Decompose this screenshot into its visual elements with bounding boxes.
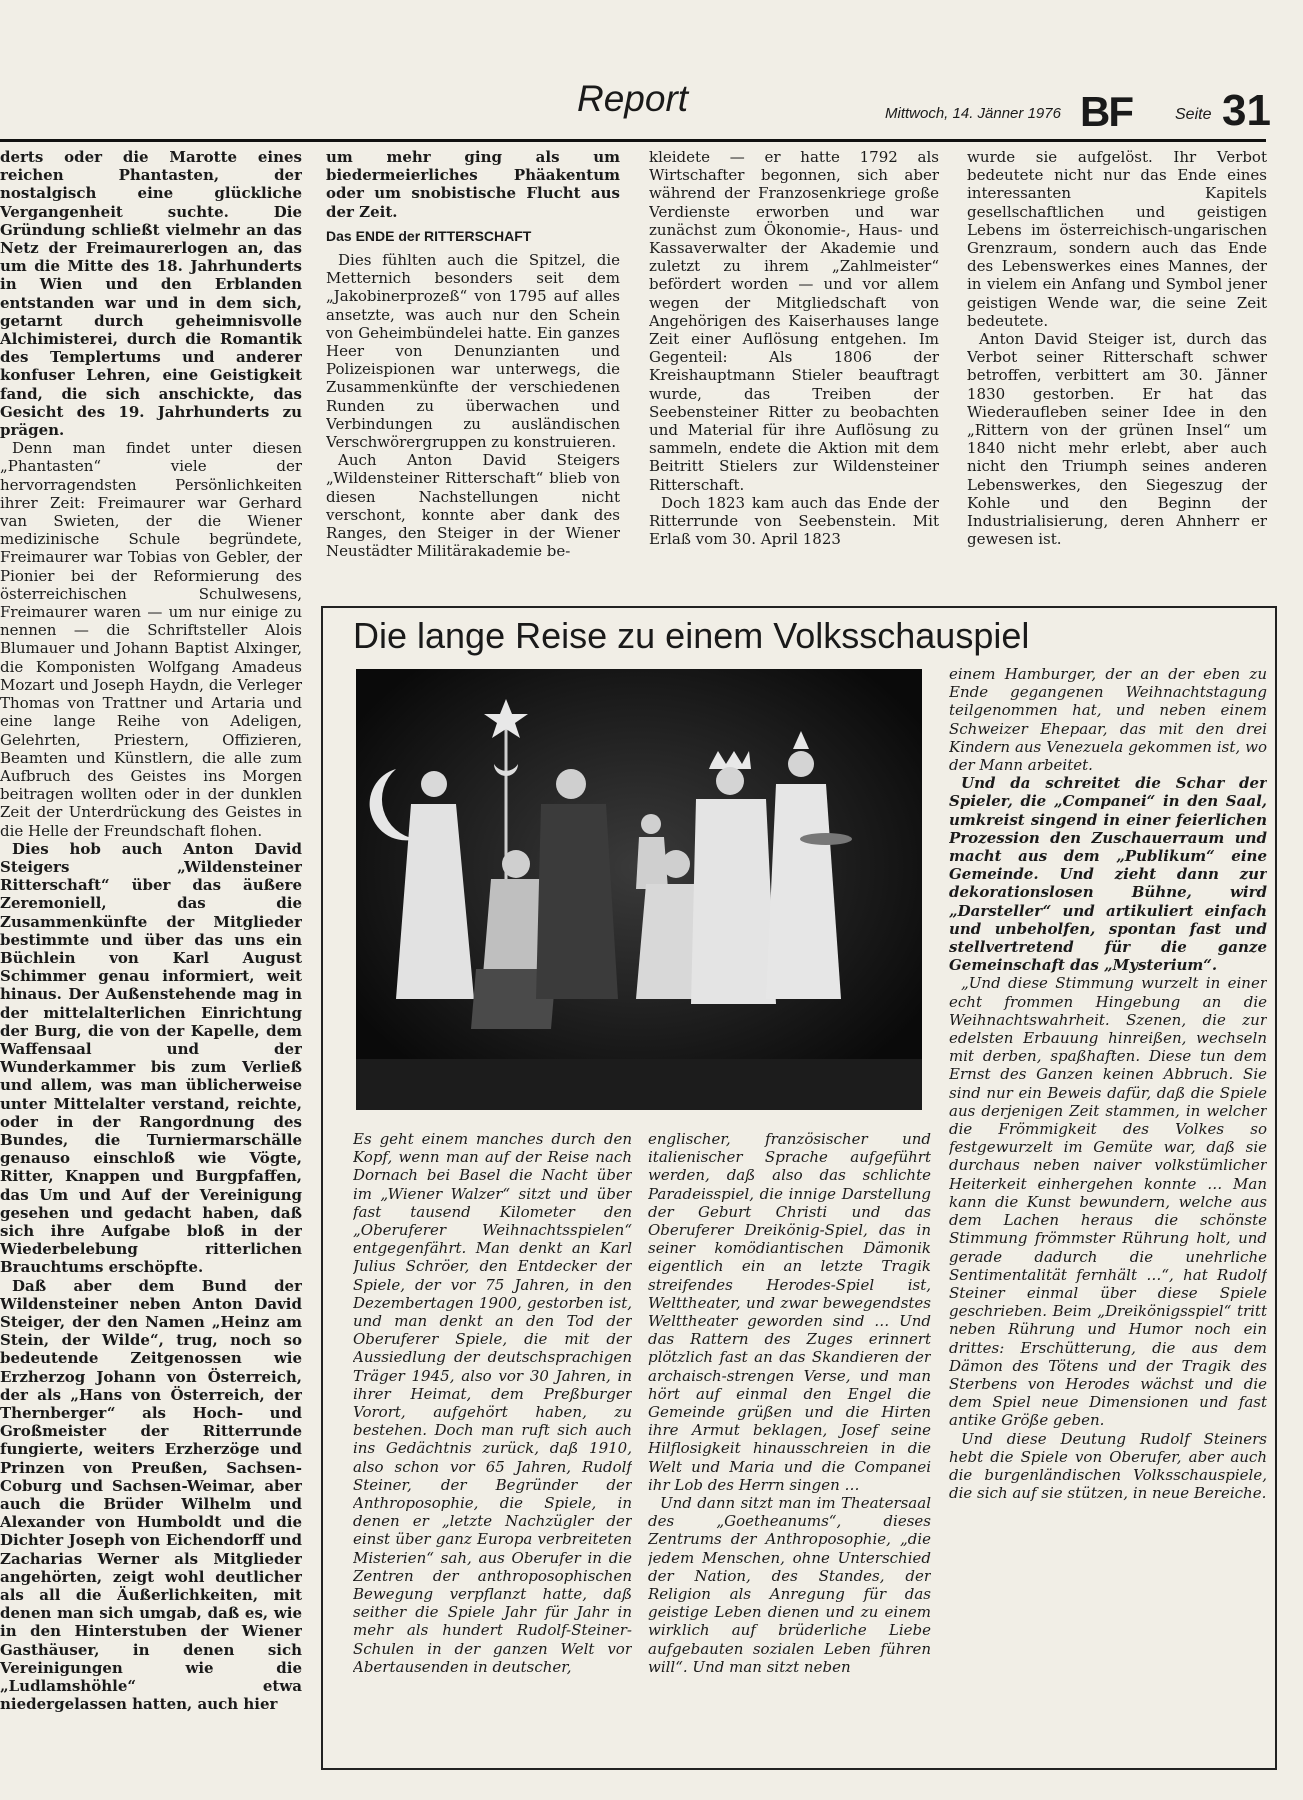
issue-date: Mittwoch, 14. Jänner 1976: [885, 105, 1061, 122]
page-number: 31: [1222, 86, 1271, 135]
feature-column-1: [353, 1130, 632, 1760]
paragraph: Und dann sitzt man im Theatersaal des „Goetheanums“, dieses Zentrums der Anthroposophie, „die jedem Menschen, ohne Unterschied der Nation, des Standes, der Religion als Anregung für das geistige Leben dienen und zu einem wirklich auf brüderliche Liebe aufgebauten sozialen Leben führen will“. Und man sitzt neben: [648, 1494, 931, 1676]
paragraph: „Und diese Stimmung wurzelt in einer echt frommen Hingebung an die Weihnachtswahrheit. Szenen, die zur edelsten Erbauung hinreißen, wechseln mit derben, spaßhaften. Diese tun dem Ernst des Ganzen keinen Abbruch. Sie sind nur ein Beweis dafür, daß die Spiele aus derjenigen Zeit stammen, in welcher die Frömmigkeit des Volkes so festgewurzelt im Gemüte war, daß sie durchaus neben naiver volkstümlicher Heiterkeit einhergehen konnte … Man kann die Kunst bewundern, welche aus dem Lachen heraus die schönste Stimmung frömmster Rührung holt, und gerade dadurch die unehrliche Sentimentalität fernhält …“, hat Rudolf Steiner einmal über diese Spiele geschrieben. Beim „Dreikönigsspiel“ tritt neben Rührung und Humor noch ein drittes: Erschütterung, die aus dem Dämon des Tötens und der Tragik des Sterbens von Herodes wächst und die dem Spiel neue Dimensionen und fast antike Größe geben.: [949, 974, 1267, 1430]
paragraph: Es geht einem manches durch den Kopf, wenn man auf der Reise nach Dornach bei Basel die Nacht über im „Wiener Walzer“ sitzt und über fast tausend Kilometer den „Oberuferer Weihnachtsspielen“ entgegenfährt. Man denkt an Karl Julius Schröer, den Entdecker der Spiele, der vor 75 Jahren, in den Dezembertagen 1900, gestorben ist, und man denkt an den Tod der Oberuferer Spiele, die mit der Aussiedlung der deutschsprachigen Träger 1945, also vor 30 Jahren, in ihrer Heimat, dem Preßburger Vorort, aufgehört haben, zu bestehen. Doch man ruft sich auch ins Gedächtnis zurück, daß 1910, also schon vor 65 Jahren, Rudolf Steiner, der Begründer der Anthroposophie, die Spiele, in denen er „letzte Nachzügler der einst über ganz Europa verbreiteten Misterien“ sah, aus Oberufer in die Zentren der anthroposophischen Bewegung verpflanzt hatte, daß seither die Spiele Jahr für Jahr in mehr als hundert Rudolf-Steiner-Schulen in der ganzen Welt vor Abertausenden in deutscher,: [353, 1130, 632, 1676]
paragraph: kleidete — er hatte 1792 als Wirtschafter begonnen, sich aber während der Franzosenkriege große Verdienste erworben und war zunächst zum Ökonomie-, Haus- und Kassaverwalter der Akademie und zuletzt zu ihrem „Zahlmeister“ befördert worden — und vor allem wegen der Mitgliedschaft von Angehörigen des Kaiserhauses lange Zeit einer Auflösung entgehen. Im Gegenteil: Als 1806 der Kreishauptmann Stieler beauftragt wurde, das Treiben der Seebensteiner Ritter zu beobachten und Material für ihre Auflösung zu sammeln, endete die Aktion mit dem Beitritt Stielers zur Wildensteiner Ritterschaft.: [649, 148, 939, 494]
article-column-4: [967, 148, 1267, 578]
paragraph: Dies hob auch Anton David Steigers „Wildensteiner Ritterschaft“ über das äußere Zeremoniell, das die Zusammenkünfte der Mitglieder bestimmte und über das uns ein Büchlein von Karl August Schimmer genau informiert, weit hinaus. Der Außenstehende mag in der mittelalterlichen Einrichtung der Burg, die von der Kapelle, dem Waffensaal und der Wunderkammer bis zum Verließ und allem, was man üblicherweise unter Mittelalter verstand, reichte, oder in der Rangordnung des Bundes, die Turniermarschälle genauso einschloß wie Vögte, Ritter, Knappen und Burgpfaffen, das Um und Auf der Vereinigung gesehen und gedacht haben, daß sich ihre Aufgabe bloß in der Wiederbelebung ritterlichen Brauchtums erschöpfte.: [0, 839, 302, 1277]
header-rule: [0, 139, 1266, 142]
nativity-play-photo: [356, 669, 922, 1110]
newspaper-logo: BF: [1080, 88, 1132, 135]
article-column-3: [649, 148, 939, 578]
article-column-2: [326, 148, 620, 578]
paragraph: Und diese Deutung Rudolf Steiners hebt die Spiele von Oberufer, aber auch die burgenländischen Volksschauspiele, die sich auf sie stützen, in neue Bereiche.: [949, 1429, 1267, 1503]
paragraph: Doch 1823 kam auch das Ende der Ritterrunde von Seebenstein. Mit Erlaß vom 30. April 1823: [649, 493, 939, 549]
paragraph: einem Hamburger, der an der eben zu Ende gegangenen Weihnachtstagung teilgenommen hat, und neben einem Schweizer Ehepaar, das mit den drei Kindern aus Venezuela gekommen ist, wo der Mann arbeitet.: [949, 665, 1267, 775]
feature-column-3: [949, 665, 1267, 1760]
feature-column-2: [648, 1130, 931, 1760]
subheading: Das ENDE der RITTERSCHAFT: [326, 227, 532, 244]
paragraph: englischer, französischer und italienischer Sprache aufgeführt werden, daß also das schlichte Paradeisspiel, die innige Darstellung der Geburt Christi und das Oberuferer Dreikönig-Spiel, das in seiner komödiantischen Dämonik eigentlich ein an letzte Tragik streifendes Herodes-Spiel ist, Welttheater, und zwar bewegendstes Welttheater geworden sind … Und das Rattern des Zuges erinnert plötzlich fast an das Skandieren der archaisch-strengen Verse, und man hört auf einmal den Engel die Gemeinde grüßen und die Hirten ihre Armut beklagen, Josef seine Hilflosigkeit hinausschreien in die Welt und Maria und die Companei ihr Lob des Herrn singen …: [648, 1130, 931, 1494]
article-column-1: [0, 148, 302, 1780]
paragraph: Anton David Steiger ist, durch das Verbot seiner Ritterschaft schwer betroffen, verbittert am 30. Jänner 1830 gestorben. Er hat das Wiederaufleben seiner Idee in den „Rittern von der grünen Insel“ um 1840 nicht mehr erlebt, aber auch nicht den Triumph seines anderen Lebenswerkes, den Siegeszug der Kohle und den Beginn der Industrialisierung, deren Ahnherr er gewesen ist.: [967, 330, 1267, 549]
paragraph: derts oder die Marotte eines reichen Phantasten, der nostalgisch eine glückliche Vergangenheit suchte. Die Gründung schließt vielmehr an das Netz der Freimaurerlogen an, das um die Mitte des 18. Jahrhunderts in Wien und den Erblanden entstanden war und in dem sich, getarnt durch geheimnisvolle Alchimisterei, durch die Romantik des Templertums und anderer konfuser Lehren, eine Geistigkeit fand, die sich anschickte, das Gesicht des 19. Jahrhunderts zu prägen.: [0, 148, 302, 440]
paragraph: wurde sie aufgelöst. Ihr Verbot bedeutete nicht nur das Ende eines interessanten Kapitels gesellschaftlichen und geistigen Lebens im österreichisch-ungarischen Grenzraum, sondern auch das Ende des Lebenswerkes eines Mannes, der in vielem ein Anfang und Symbol jener geistigen Wende war, die seine Zeit bedeutete.: [967, 148, 1267, 330]
paragraph: um mehr ging als um biedermeierliches Phäakentum oder um snobistische Flucht aus der Zeit.: [326, 148, 620, 221]
feature-title: Die lange Reise zu einem Volksschauspiel: [353, 615, 1030, 656]
page-label: Seite: [1175, 106, 1212, 123]
paragraph: Dies fühlten auch die Spitzel, die Metternich besonders seit dem „Jakobinerprozeß“ von 1795 auf alles ansetzte, was auch nur den Schein von Geheimbündelei hatte. Ein ganzes Heer von Denunzianten und Polizeispionen war unterwegs, die Zusammenkünfte der verschiedenen Runden zu überwachen und Verbindungen zu ausländischen Verschwörergruppen zu konstruieren.: [326, 251, 620, 452]
section-title: Report: [577, 78, 689, 119]
paragraph: Daß aber dem Bund der Wildensteiner neben Anton David Steiger, der den Namen „Heinz am Stein, der Wilde“, trug, noch so bedeutende Zeitgenossen wie Erzherzog Johann von Österreich, der als „Hans von Österreich, der Thernberger“ als Hoch- und Großmeister der Ritterrunde fungierte, weiters Erzherzöge und Prinzen von Preußen, Sachsen-Coburg und Sachsen-Weimar, aber auch die Brüder Wilhelm und Alexander von Humboldt und die Dichter Joseph von Eichendorff und Zacharias Werner als Mitglieder angehörten, zeigt wohl deutlicher als all die Äußerlichkeiten, mit denen man sich umgab, daß es, wie in den Hinterstuben der Wiener Gasthäuser, in denen sich Vereinigungen wie die „Ludlamshöhle“ etwa niedergelassen hatten, auch hier: [0, 1276, 302, 1714]
paragraph: Auch Anton David Steigers „Wildensteiner Ritterschaft“ blieb von diesen Nachstellungen nicht verschont, konnte aber dank des Ranges, den Steiger in der Wiener Neustädter Militärakademie be-: [326, 451, 620, 561]
paragraph: Denn man findet unter diesen „Phantasten“ viele der hervorragendsten Persönlichkeiten ihrer Zeit: Freimaurer war Gerhard van Swieten, der die Wiener medizinische Schule begründete, Freimaurer war Tobias von Gebler, der Pionier bei der Reformierung des österreichischen Schulwesens, Freimaurer waren — um nur einige zu nennen — die Schriftsteller Alois Blumauer und Johann Baptist Alxinger, die Komponisten Wolfgang Amadeus Mozart und Joseph Haydn, die Verleger Thomas von Trattner und Artaria und eine lange Reihe von Adeligen, Gelehrten, Priestern, Offizieren, Beamten und Künstlern, die alle zum Aufbruch des Geistes ins Morgen beitragen wollten oder in der dunklen Zeit der Unterdrückung des Geistes in die Helle der Freundschaft flohen.: [0, 439, 302, 840]
paragraph: Und da schreitet die Schar der Spieler, die „Companei“ in den Saal, umkreist singend in einer feierlichen Prozession den Zuschauerraum und macht aus dem „Publikum“ eine Gemeinde. Und zieht dann zur dekorationslosen Bühne, wird „Darsteller“ und artikuliert einfach und unbeholfen, spontan fast und stellvertretend für die ganze Gemeinschaft das „Mysterium“.: [949, 774, 1267, 975]
